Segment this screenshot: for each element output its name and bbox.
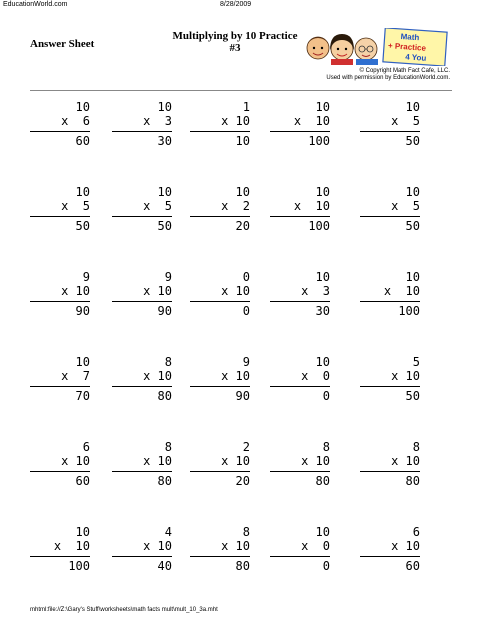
problem-multiplicand: 10 [157,100,172,114]
problem-multiplier: x 10 [143,454,172,468]
problem-answer: 80 [157,474,172,488]
problem-multiplier: x 5 [143,199,172,213]
problem-answer: 70 [75,389,90,403]
answer-line [360,471,420,472]
problem-multiplier: x 10 [293,199,330,213]
title-line-2: #3 [229,42,241,54]
answer-line [30,556,90,557]
problem-item [360,185,420,233]
problem-multiplicand: 8 [164,440,172,454]
problem-item [360,440,420,488]
problem-multiplicand: 10 [75,100,90,114]
answer-line [112,386,172,387]
print-date: 8/28/2009 [220,1,252,8]
logo-line-2: + Practice [387,41,427,53]
problem-multiplicand: 8 [242,525,250,539]
file-path-footer: mhtml:file://Z:\Gary's Stuff\worksheets\math facts mult\mult_10_3a.mht [30,607,218,613]
problem-multiplier: x 10 [383,284,420,298]
answer-line [112,471,172,472]
problem-item [30,440,90,488]
problem-multiplier: x 10 [391,369,420,383]
problem-multiplicand: 6 [412,525,420,539]
problem-multiplier: x 3 [143,114,172,128]
problem-answer: 50 [157,219,172,233]
problem-multiplicand: 10 [315,185,330,199]
problem-answer: 60 [75,134,90,148]
problem-item [360,355,420,403]
problem-multiplicand: 5 [412,355,420,369]
problem-item [270,440,330,488]
problem-multiplier: x 6 [61,114,90,128]
problem-answer: 30 [157,134,172,148]
answer-line [190,386,250,387]
problem-item [190,355,250,403]
answer-line [360,216,420,217]
problem-item [112,440,172,488]
problem-item [270,100,330,148]
problem-multiplier: x 5 [61,199,90,213]
problem-multiplier: x 0 [301,369,330,383]
problem-multiplicand: 10 [75,355,90,369]
problem-multiplier: x 10 [221,284,250,298]
answer-line [190,216,250,217]
problem-multiplier: x 5 [391,114,420,128]
problem-answer: 0 [322,389,330,403]
problem-item [112,185,172,233]
problem-multiplier: x 7 [61,369,90,383]
problem-multiplier: x 2 [221,199,250,213]
problem-multiplicand: 10 [235,185,250,199]
problem-multiplier: x 10 [61,284,90,298]
problem-multiplier: x 10 [143,284,172,298]
answer-line [112,216,172,217]
problem-multiplier: x 10 [221,454,250,468]
problem-item [270,270,330,318]
problem-answer: 50 [405,389,420,403]
answer-line [360,386,420,387]
problem-multiplicand: 6 [82,440,90,454]
problem-multiplicand: 10 [405,270,420,284]
answer-line [190,556,250,557]
site-name: EducationWorld.com [3,1,68,8]
problem-multiplier: x 10 [143,539,172,553]
problem-item [190,100,250,148]
problem-item [112,100,172,148]
answer-line [112,131,172,132]
problem-item [112,270,172,318]
answer-line [190,471,250,472]
problem-answer: 90 [157,304,172,318]
answer-line [30,301,90,302]
problem-multiplier: x 10 [293,114,330,128]
problem-answer: 40 [157,559,172,573]
problem-answer: 80 [405,474,420,488]
problem-multiplicand: 10 [75,525,90,539]
problem-answer: 100 [308,219,330,233]
problem-answer: 50 [405,134,420,148]
problem-multiplier: x 10 [53,539,90,553]
logo-line-1: Math [400,31,420,43]
problem-multiplicand: 9 [82,270,90,284]
answer-line [30,131,90,132]
problem-multiplier: x 0 [301,539,330,553]
problem-multiplicand: 9 [242,355,250,369]
problem-multiplier: x 10 [221,539,250,553]
answer-line [30,216,90,217]
problem-answer: 0 [322,559,330,573]
answer-line [360,556,420,557]
problem-multiplier: x 10 [301,454,330,468]
problem-answer: 50 [405,219,420,233]
problem-answer: 0 [242,304,250,318]
problem-item [190,270,250,318]
answer-line [190,131,250,132]
problem-multiplicand: 10 [315,270,330,284]
answer-line [190,301,250,302]
logo-line-3: 4 You [404,52,427,63]
title-line-1: Multiplying by 10 Practice [172,30,298,42]
problem-multiplicand: 10 [405,100,420,114]
problem-item [30,100,90,148]
problem-multiplicand: 4 [164,525,172,539]
problem-multiplier: x 3 [301,284,330,298]
problem-item [30,355,90,403]
problem-answer: 10 [235,134,250,148]
problem-multiplicand: 8 [322,440,330,454]
answer-line [270,131,330,132]
problem-item [190,525,250,573]
answer-line [30,386,90,387]
answer-line [360,131,420,132]
problem-item [30,270,90,318]
answer-line [30,471,90,472]
problem-multiplicand: 10 [157,185,172,199]
problem-multiplicand: 10 [315,100,330,114]
answer-line [112,301,172,302]
copyright-line-1: © Copyright Math Fact Cafe, LLC. [359,68,450,74]
problem-multiplicand: 0 [242,270,250,284]
answer-line [270,386,330,387]
problem-answer: 80 [315,474,330,488]
answer-sheet-label: Answer Sheet [30,38,95,50]
problem-answer: 100 [398,304,420,318]
problem-answer: 80 [157,389,172,403]
answer-line [270,301,330,302]
problem-item [270,355,330,403]
problem-answer: 80 [235,559,250,573]
problem-multiplicand: 2 [242,440,250,454]
problem-answer: 60 [405,559,420,573]
problem-multiplicand: 10 [315,355,330,369]
answer-line [270,471,330,472]
problem-multiplicand: 9 [164,270,172,284]
problem-multiplicand: 10 [315,525,330,539]
problem-multiplier: x 10 [143,369,172,383]
problem-multiplier: x 10 [221,369,250,383]
problem-item [190,440,250,488]
problem-item [270,185,330,233]
answer-line [360,301,420,302]
problem-multiplicand: 10 [405,185,420,199]
problem-answer: 90 [75,304,90,318]
copyright-line-2: Used with permission by EducationWorld.com. [326,75,450,81]
problem-item [112,355,172,403]
answer-line [270,216,330,217]
problem-multiplier: x 10 [221,114,250,128]
problem-multiplier: x 10 [61,454,90,468]
problem-answer: 30 [315,304,330,318]
problem-multiplicand: 10 [75,185,90,199]
problem-item [270,525,330,573]
problem-multiplicand: 8 [164,355,172,369]
problem-answer: 60 [75,474,90,488]
problem-item [360,100,420,148]
answer-line [270,556,330,557]
problem-item [30,525,90,573]
problem-answer: 100 [68,559,90,573]
problem-multiplier: x 10 [391,539,420,553]
problem-item [360,525,420,573]
problem-multiplicand: 8 [412,440,420,454]
problem-multiplicand: 1 [242,100,250,114]
problem-answer: 20 [235,474,250,488]
problem-multiplier: x 10 [391,454,420,468]
problem-answer: 90 [235,389,250,403]
problem-item [190,185,250,233]
problem-item [112,525,172,573]
problem-answer: 100 [308,134,330,148]
problem-answer: 20 [235,219,250,233]
problem-item [30,185,90,233]
problem-answer: 50 [75,219,90,233]
answer-line [112,556,172,557]
problem-multiplier: x 5 [391,199,420,213]
problem-item [360,270,420,318]
